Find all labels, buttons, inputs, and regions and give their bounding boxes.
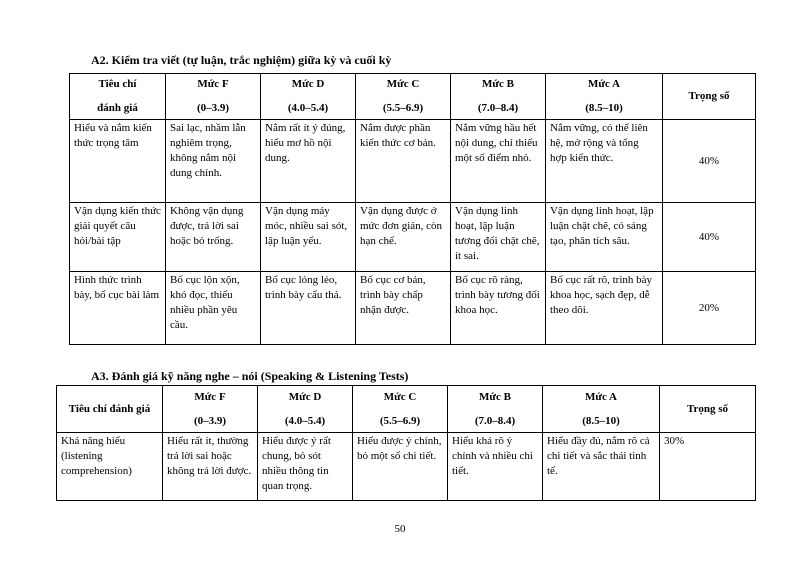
level-b-cell: Nắm vững hầu hết nội dung, chỉ thiếu một số điểm nhỏ.: [451, 120, 546, 203]
level-c-cell: Hiểu được ý chính, bỏ một số chi tiết.: [353, 433, 448, 501]
header-level-f: Mức F (0–3.9): [166, 74, 261, 120]
level-f-cell: Sai lạc, nhầm lẫn nghiêm trọng, không nắm nội dung chính.: [166, 120, 261, 203]
level-f-cell: Không vận dụng được, trả lời sai hoặc bỏ trống.: [166, 203, 261, 272]
level-d-cell: Hiểu được ý rất chung, bỏ sót nhiều thông tin quan trọng.: [258, 433, 353, 501]
header-weight: Trọng số: [663, 74, 756, 120]
header-weight: Trọng số: [660, 386, 756, 433]
criterion-cell: Hiểu và nắm kiến thức trọng tâm: [70, 120, 166, 203]
weight-cell: 30%: [660, 433, 756, 501]
header-level-d: Mức D (4.0–5.4): [261, 74, 356, 120]
header-level-b: Mức B (7.0–8.4): [451, 74, 546, 120]
table-header-row: [57, 386, 756, 433]
level-b-cell: Hiểu khá rõ ý chính và nhiều chi tiết.: [448, 433, 543, 501]
weight-cell: 40%: [663, 203, 756, 272]
header-level-d: Mức D (4.0–5.4): [258, 386, 353, 433]
criterion-cell: Khả năng hiểu (listening comprehension): [57, 433, 163, 501]
header-level-c: Mức C (5.5–6.9): [356, 74, 451, 120]
section-a3-title: A3. Đánh giá kỹ năng nghe – nói (Speaking & Listening Tests): [91, 369, 409, 383]
level-f-cell: Bố cục lộn xộn, khó đọc, thiếu nhiều phần yêu cầu.: [166, 272, 261, 345]
level-d-cell: Vận dụng máy móc, nhiều sai sót, lập luận yếu.: [261, 203, 356, 272]
written-test-rubric-table: [69, 73, 756, 345]
level-a-cell: Nắm vững, có thể liên hệ, mở rộng và tổng hợp kiến thức.: [546, 120, 663, 203]
header-level-c: Mức C (5.5–6.9): [353, 386, 448, 433]
level-c-cell: Nắm được phần kiến thức cơ bản.: [356, 120, 451, 203]
header-level-a: Mức A (8.5–10): [546, 74, 663, 120]
level-f-cell: Hiểu rất ít, thường trả lời sai hoặc không trả lời được.: [163, 433, 258, 501]
table-header-row: [70, 74, 756, 120]
header-level-f: Mức F (0–3.9): [163, 386, 258, 433]
criterion-cell: Vận dụng kiến thức giải quyết câu hỏi/bài tập: [70, 203, 166, 272]
weight-cell: 40%: [663, 120, 756, 203]
page-number: 50: [394, 523, 406, 535]
level-d-cell: Nắm rất ít ý đúng, hiểu mơ hồ nội dung.: [261, 120, 356, 203]
header-level-a: Mức A (8.5–10): [543, 386, 660, 433]
header-level-b: Mức B (7.0–8.4): [448, 386, 543, 433]
level-c-cell: Vận dụng được ở mức đơn giản, còn hạn chế.: [356, 203, 451, 272]
level-a-cell: Hiểu đầy đủ, nắm rõ cả chi tiết và sắc thái tinh tế.: [543, 433, 660, 501]
level-b-cell: Vận dụng linh hoạt, lập luận tương đối chặt chẽ, ít sai.: [451, 203, 546, 272]
speaking-listening-rubric-table: [56, 385, 756, 501]
criterion-cell: Hình thức trình bày, bố cục bài làm: [70, 272, 166, 345]
section-a2-title: A2. Kiểm tra viết (tự luận, trắc nghiệm) giữa kỳ và cuối kỳ: [91, 53, 392, 67]
table-row: [70, 272, 756, 345]
table-row: [57, 433, 756, 501]
table-row: [70, 203, 756, 272]
level-b-cell: Bố cục rõ ràng, trình bày tương đối khoa học.: [451, 272, 546, 345]
header-criterion: Tiêu chí đánh giá: [70, 74, 166, 120]
weight-cell: 20%: [663, 272, 756, 345]
level-d-cell: Bố cục lỏng lẻo, trình bày cẩu thả.: [261, 272, 356, 345]
table-row: [70, 120, 756, 203]
header-criterion: Tiêu chí đánh giá: [57, 386, 163, 433]
level-a-cell: Bố cục rất rõ, trình bày khoa học, sạch đẹp, dễ theo dõi.: [546, 272, 663, 345]
level-a-cell: Vận dụng linh hoạt, lập luận chặt chẽ, có sáng tạo, phân tích sâu.: [546, 203, 663, 272]
level-c-cell: Bố cục cơ bản, trình bày chấp nhận được.: [356, 272, 451, 345]
